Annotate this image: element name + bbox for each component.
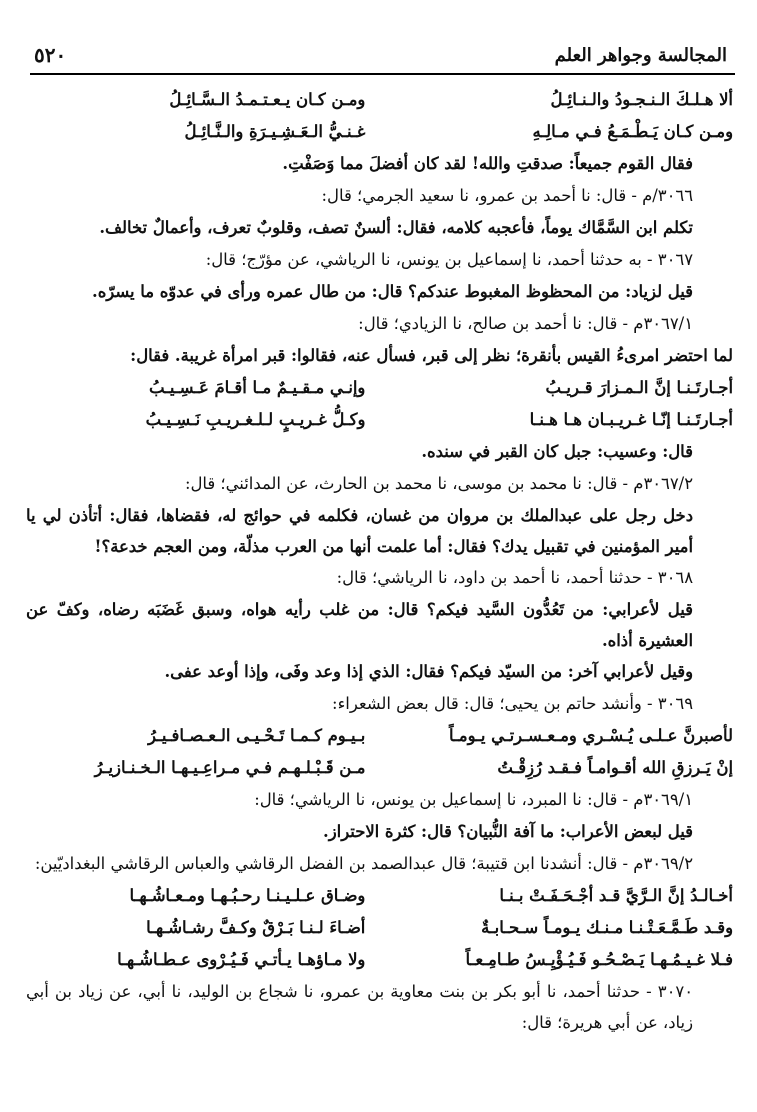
verse-line (26, 752, 733, 784)
verse-second-half: أضـاءَ لـنـا بَـرْقٌ وكـفَّ رشـاشُـهـا (146, 918, 366, 937)
verse-second-half: وكـلُّ غـريـبٍ لـلـغـريـبِ نَـسِـيـبُ (145, 410, 366, 429)
verse-first-half: ألا هـلـكَ الـنـجـودُ والـنـائِـلُ (550, 90, 733, 109)
verse-second-half: مـن قَـبْـلـهـم فـي مـراعِـيـهـا الـخـنـازيـرُ (94, 758, 366, 777)
verse-line (26, 912, 733, 944)
verse-first-half: فـلا غـيـمُـهـا يَـصْـحُـو فَـيُـؤْيِـسُ طـامِـعـاً (465, 950, 733, 969)
paragraph: وقيل لأعرابي آخر: من السيّد فيكم؟ فقال: الذي إذا وعد وفَى، وإذا أوعد عفى. (164, 662, 693, 681)
verse-second-half: ولا مـاؤهـا يـأتـي فَـيُـرْوى عـطـاشُـهـا (117, 950, 366, 969)
isnad-3070: ٣٠٧٠ - حدثنا أحمد، نا أبو بكر بن بنت معاوية بن عمرو، نا شجاع بن الوليد، نا أبي، عن زياد بن أبي زياد، عن أبي هريرة؛ قال: (26, 982, 693, 1032)
paragraph: فقال القوم جميعاً: صدقتِ والله! لقد كان أفضلَ مما وَصَفْتِ. (282, 154, 693, 173)
isnad-3069-1: ٣٠٦٩/١م - قال: نا المبرد، نا إسماعيل بن يونس، نا الرياشي؛ قال: (254, 790, 693, 809)
verse-first-half: إنْ يَـرزقِ الله أقـوامـاً فـقـد رُزِقْـتُ (497, 758, 733, 777)
paragraph: لما احتضر امرىءُ القيس بأنقرة؛ نظر إلى قبر، فسأل عنه، فقالوا: قبر امرأة غريبة. فقال: (130, 346, 733, 365)
verse-first-half: أجـارتَـنـا إنّـا غـريـبـان هـا هـنـا (529, 410, 733, 429)
page-header (34, 40, 727, 70)
verse-second-half: بـيـوم كـمـا تَـحْـيـى الـعـصـافـيـرُ (147, 726, 366, 745)
paragraph: قيل لزياد: من المحظوظ المغبوط عندكم؟ قال: من طال عمره ورأى في عدوّه ما يسرّه. (92, 282, 693, 301)
isnad-3067-2: ٣٠٦٧/٢م - قال: نا محمد بن موسى، نا محمد بن الحارث، عن المدائني؛ قال: (184, 474, 693, 493)
page-number: ٥٢٠ (34, 43, 67, 67)
isnad-3066: ٣٠٦٦/م - قال: نا أحمد بن عمرو، نا سعيد الجرمي؛ قال: (321, 186, 693, 205)
page-body (26, 84, 733, 1038)
verse-first-half: وقـد طَـمَّـعَـتْـنـا مـنـك يـومـاً سـحـابـةٌ (481, 918, 733, 937)
verse-line (26, 116, 733, 148)
verse-first-half: ومـن كـان يَـطْـمَـعُ فـي مـالِـهِ (532, 122, 733, 141)
verse-first-half: أخـالـدُ إنَّ الـرَّيَّ قـد أجْـحَـفَـتْ بـنـا (499, 886, 733, 905)
header-rule (30, 73, 735, 75)
isnad-3067-1: ٣٠٦٧/١م - قال: نا أحمد بن صالح، نا الزيادي؛ قال: (358, 314, 693, 333)
verse-line (26, 880, 733, 912)
isnad-3067: ٣٠٦٧ - به حدثنا أحمد، نا إسماعيل بن يونس، نا الرياشي، عن مؤرّج؛ قال: (205, 250, 693, 269)
verse-second-half: غـنـيُّ الـعَـشِـيـرَةِ والـنَّـائِـلُ (184, 122, 366, 141)
isnad-3069-2: ٣٠٦٩/٢م - قال: أنشدنا ابن قتيبة؛ قال عبدالصمد بن الفضل الرقاشي والعباس الرقاشي البغداديّين: (34, 854, 693, 873)
verse-second-half: وضـاق عـلـيـنـا رحـبُـهـا ومـعـاشُـهـا (129, 886, 366, 905)
verse-second-half: ومـن كـان يـعـتـمـدُ الـسَّـائِـلُ (169, 90, 366, 109)
verse-line (26, 944, 733, 976)
verse-line (26, 404, 733, 436)
verse-line (26, 720, 733, 752)
verse-first-half: لأصبرنَّ عـلـى يُـسْـري ومـعـسـرتـي يـومـاً (449, 726, 733, 745)
paragraph: دخل رجل على عبدالملك بن مروان من غسان، فكلمه في حوائج له، فقضاها، فقال: أتأذن لي يا أمير المؤمنين في تقبيل يدك؟ فقال: أما علمت أنها من العرب مذلّة، ومن العجم خدعة؟! (26, 506, 693, 556)
paragraph: قيل لأعرابي: من تَعُدُّون السَّيد فيكم؟ قال: من غلب رأيه هواه، وسبق غَضَبَه رضاه، وكفّ عن العشيرة أذاه. (26, 600, 693, 650)
isnad-3068: ٣٠٦٨ - حدثنا أحمد، نا أحمد بن داود، نا الرياشي؛ قال: (336, 568, 693, 587)
verse-first-half: أجـارتَـنـا إنَّ الـمـزارَ قـريـبُ (545, 378, 733, 397)
paragraph: تكلم ابن السَّمَّاك يوماً، فأعجبه كلامه، فقال: ألسنٌ تصف، وقلوبٌ تعرف، وأعمالٌ تخالف. (99, 218, 693, 237)
verse-line (26, 372, 733, 404)
paragraph: قال: وعسيب: جبل كان القبر في سنده. (421, 442, 693, 461)
verse-line (26, 84, 733, 116)
verse-second-half: وإنـي مـقـيـمٌ مـا أقـامَ عَـسِـيـبُ (148, 378, 366, 397)
paragraph: قيل لبعض الأعراب: ما آفة النُّبيان؟ قال: كثرة الاحتراز. (323, 822, 693, 841)
running-title: المجالسة وجواهر العلم (554, 44, 727, 66)
isnad-3069: ٣٠٦٩ - وأنشد حاتم بن يحيى؛ قال: قال بعض الشعراء: (332, 694, 693, 713)
